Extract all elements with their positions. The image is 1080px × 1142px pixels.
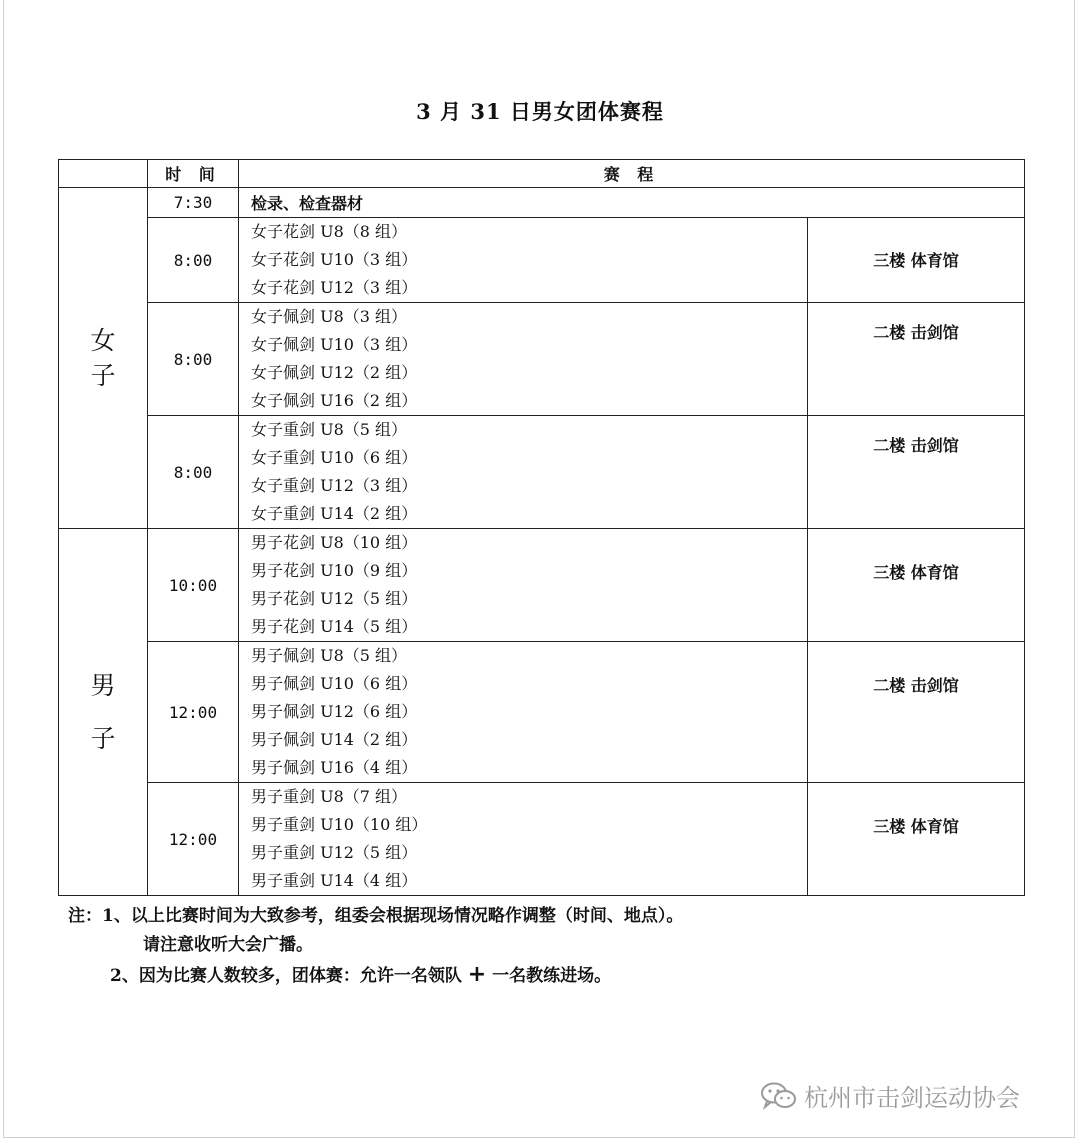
gender-male: 男 子: [59, 529, 148, 896]
header-time: 时 间: [148, 160, 239, 188]
event-item: 女子花剑 U10（3 组）: [251, 250, 418, 269]
venue: 二楼 击剑馆: [808, 303, 1025, 416]
venue: 三楼 体育馆: [808, 218, 1025, 303]
event-list: [239, 218, 808, 303]
note-line-2: 请注意收听大会广播。: [143, 935, 313, 955]
table-row: [59, 642, 1025, 783]
event-item: 女子佩剑 U10（3 组）: [251, 335, 418, 354]
watermark: [760, 1078, 1020, 1113]
row-time: 8:00: [148, 416, 239, 529]
event-item: 女子重剑 U10（6 组）: [251, 448, 418, 467]
venue: 三楼 体育馆: [808, 529, 1025, 642]
event-item: 女子佩剑 U16（2 组）: [251, 391, 418, 410]
checkin-text: 检录、检查器材: [239, 188, 1025, 218]
row-time: 8:00: [148, 218, 239, 303]
note-line-1: 注：1、以上比赛时间为大致参考，组委会根据现场情况略作调整（时间、地点）。: [68, 906, 684, 926]
table-row: [59, 188, 1025, 218]
schedule-table: [58, 159, 1025, 896]
table-row: [59, 416, 1025, 529]
venue: 三楼 体育馆: [808, 783, 1025, 896]
row-time: 8:00: [148, 303, 239, 416]
event-item: 男子重剑 U14（4 组）: [251, 871, 418, 890]
plus-icon: +: [467, 962, 487, 987]
event-item: 男子重剑 U8（7 组）: [251, 787, 408, 806]
venue: 二楼 击剑馆: [808, 642, 1025, 783]
notes: [68, 902, 683, 991]
event-list: [239, 783, 808, 896]
event-item: 男子花剑 U14（5 组）: [251, 617, 418, 636]
event-item: 女子佩剑 U8（3 组）: [251, 307, 408, 326]
venue: 二楼 击剑馆: [808, 416, 1025, 529]
event-list: [239, 416, 808, 529]
header-blank: [59, 160, 148, 188]
event-item: 女子花剑 U12（3 组）: [251, 278, 418, 297]
event-item: 男子重剑 U10（10 组）: [251, 815, 428, 834]
header-schedule: 赛 程: [239, 160, 1025, 188]
event-item: 男子花剑 U8（10 组）: [251, 533, 418, 552]
checkin-time: 7:30: [148, 188, 239, 218]
wechat-icon: [760, 1081, 798, 1111]
event-item: 男子佩剑 U8（5 组）: [251, 646, 408, 665]
table-row: [59, 303, 1025, 416]
event-item: 男子佩剑 U10（6 组）: [251, 674, 418, 693]
watermark-text: 杭州市击剑运动协会: [804, 1084, 1020, 1112]
gender-female: 女 子: [59, 188, 148, 529]
event-item: 女子佩剑 U12（2 组）: [251, 363, 418, 382]
event-item: 男子重剑 U12（5 组）: [251, 843, 418, 862]
event-list: [239, 303, 808, 416]
page-title: 3 月 31 日男女团体赛程: [416, 99, 664, 124]
event-item: 男子花剑 U10（9 组）: [251, 561, 418, 580]
table-row: [59, 529, 1025, 642]
row-time: 12:00: [148, 783, 239, 896]
event-item: 男子佩剑 U12（6 组）: [251, 702, 418, 721]
event-list: [239, 642, 808, 783]
event-item: 女子重剑 U12（3 组）: [251, 476, 418, 495]
event-item: 男子佩剑 U14（2 组）: [251, 730, 418, 749]
event-item: 男子花剑 U12（5 组）: [251, 589, 418, 608]
event-list: [239, 529, 808, 642]
note-line-3: 2、因为比赛人数较多，团体赛：允许一名领队 + 一名教练进场。: [110, 962, 612, 987]
event-item: 男子佩剑 U16（4 组）: [251, 758, 418, 777]
table-header-row: [59, 160, 1025, 188]
event-item: 女子花剑 U8（8 组）: [251, 222, 408, 241]
event-item: 女子重剑 U14（2 组）: [251, 504, 418, 523]
row-time: 10:00: [148, 529, 239, 642]
table-row: [59, 218, 1025, 303]
table-row: [59, 783, 1025, 896]
event-item: 女子重剑 U8（5 组）: [251, 420, 408, 439]
row-time: 12:00: [148, 642, 239, 783]
